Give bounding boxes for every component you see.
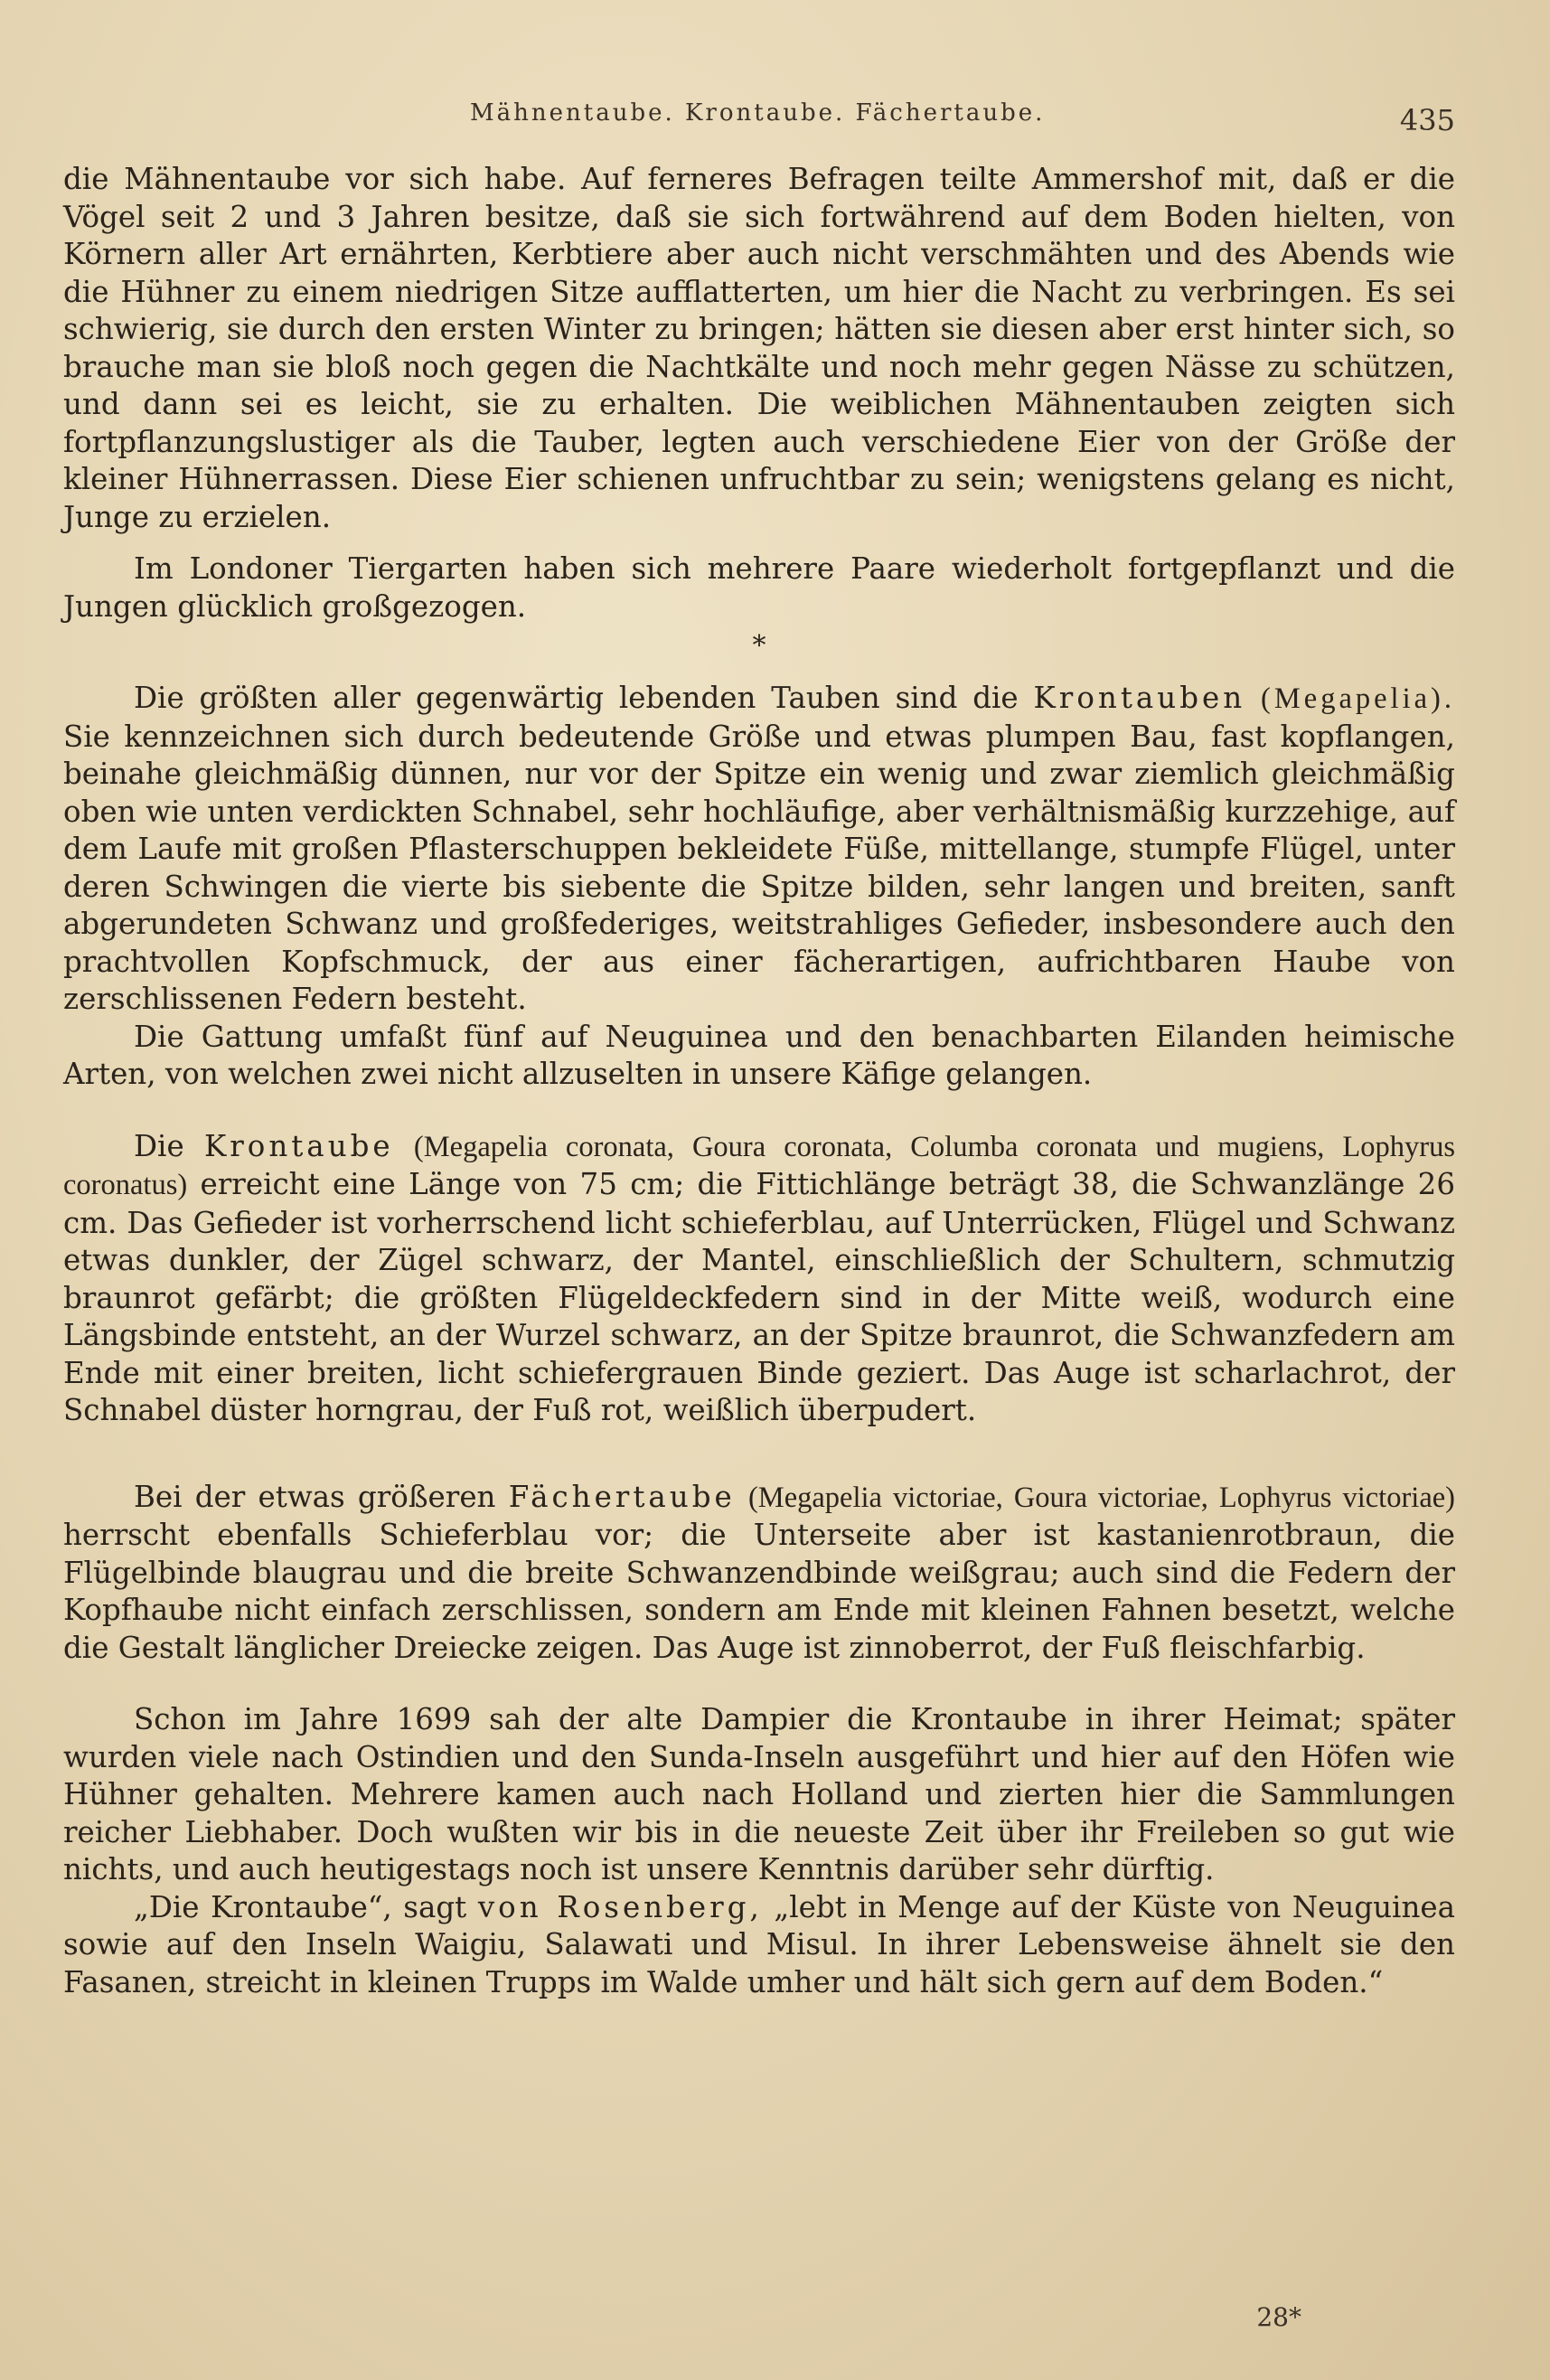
text-run: Die größten aller gegenwärtig lebenden Tauben sind die bbox=[134, 681, 1019, 715]
text-run: Sie kennzeichnen sich durch bedeutende Größe und etwas plumpen Bau, fast kopflangen, beinahe gleichmäßig dünnen, nur vor der Spitze ein wenig und zwar ziemlich gleichmäßig oben wie unten verdickten Schnabel, sehr hochläufige, aber verhältnismäßig kurzzehige, auf dem Laufe mit großen Pflasterschuppen bekleidete Füße, mittellange, stumpfe Flügel, unter deren Schwingen die vierte bis siebente die Spitze bilden, sehr langen und breiten, sanft abgerundeten Schwanz und großfederiges, weitstrahliges Gefieder, insbesondere auch den prachtvollen Kopfschmuck, der aus einer fächerartigen, aufrichtbaren Haube von zerschlissenen Federn besteht. bbox=[63, 719, 1455, 1016]
text-run: erreicht eine Länge von 75 cm; die Fittichlänge beträgt 38, die Schwanzlänge 26 cm. Das Gefieder ist vorherrschend licht schieferblau, auf Unterrücken, Flügel und Schwanz etwas dunkler, der Zügel schwarz, der Mantel, einschließlich der Schultern, schmutzig braunrot gefärbt; die größten Flügeldeckfedern sind in der Mitte weiß, wodurch eine Längsbinde entsteht, an der Wurzel schwarz, an der Spitze braunrot, die Schwanzfedern am Ende mit einer breiten, licht schiefergrauen Binde geziert. Das Auge ist scharlachrot, der Schnabel düster horngrau, der Fuß rot, weißlich überpudert. bbox=[63, 1167, 1456, 1427]
text-run: Die bbox=[134, 1128, 184, 1163]
latin-name: (Megapelia coronata, Goura coronata, Columba coronata und mugiens, Lophyrus coronatus) bbox=[63, 1130, 1455, 1201]
paragraph-krontauben-genus bbox=[63, 680, 1455, 1019]
section-separator: * bbox=[752, 630, 766, 662]
paragraph-rosenberg-quote bbox=[63, 1889, 1455, 2002]
latin-name: (Megapelia victoriae, Goura victoriae, Lophyrus victoriae) bbox=[747, 1481, 1455, 1514]
book-page bbox=[63, 81, 1455, 2332]
text-run: herrscht ebenfalls Schieferblau vor; die Unterseite aber ist kastanienrotbraun, die Flügelbinde blaugrau und die breite Schwanzendbinde weißgrau; auch sind die Federn der Kopfhaube nicht einfach zerschlissen, sondern am Ende mit kleinen Fahnen besetzt, welche die Gestalt länglicher Dreiecke zeigen. Das Auge ist zinnoberrot, der Fuß fleischfarbig. bbox=[63, 1518, 1455, 1665]
species-name: Krontauben bbox=[1033, 681, 1246, 715]
running-head bbox=[63, 99, 1455, 154]
paragraph-history: Schon im Jahre 1699 sah der alte Dampier die Krontaube in ihrer Heimat; später wurden viele nach Ostindien und den Sunda-Inseln ausgeführt und hier auf den Höfen wie Hühner gehalten. Mehrere kamen auch nach Holland und zierten hier die Sammlungen reicher Liebhaber. Doch wußten wir bis in die neueste Zeit über ihr Freileben so gut wie nichts, und auch heutigestags noch ist unsere Kenntnis darüber sehr dürftig. bbox=[63, 1702, 1455, 1886]
signature-mark: 28* bbox=[1256, 2302, 1301, 2332]
running-title: Mähnentaube. Krontaube. Fächertaube. bbox=[470, 99, 1046, 127]
body-text bbox=[63, 161, 1455, 2001]
paragraph-faechertaube bbox=[63, 1479, 1455, 1668]
paragraph-maehnentaube-end: die Mähnentaube vor sich habe. Auf ferneres Befragen teilte Ammershof mit, daß er die Vögel seit 2 und 3 Jahren besitze, daß sie sich fortwährend auf dem Boden hielten, von Körnern aller Art ernährten, Kerbtiere aber auch nicht verschmähten und des Abends wie die Hühner zu einem niedrigen Sitze aufflatterten, um hier die Nacht zu verbringen. Es sei schwierig, sie durch den ersten Winter zu bringen; hätten sie diesen aber erst hinter sich, so brauche man sie bloß noch gegen die Nachtkälte und noch mehr gegen Nässe zu schützen, und dann sei es leicht, sie zu erhalten. Die weiblichen Mähnentauben zeigten sich fortpflanzungslustiger als die Tauber, legten auch verschiedene Eier von der Größe der kleiner Hühnerrassen. Diese Eier schienen unfruchtbar zu sein; wenigstens gelang es nicht, Junge zu erzielen. bbox=[63, 162, 1455, 534]
paragraph-genus-species: Die Gattung umfaßt fünf auf Neuguinea und den benachbarten Eilanden heimische Arten, von welchen zwei nicht allzuselten in unsere Käfige gelangen. bbox=[63, 1019, 1455, 1091]
paragraph-krontaube bbox=[63, 1128, 1455, 1430]
text-run: „Die Krontaube“, sagt bbox=[134, 1889, 467, 1924]
paragraph-london-zoo: Im Londoner Tiergarten haben sich mehrere Paare wiederholt fortgepflanzt und die Jungen glücklich großgezogen. bbox=[63, 551, 1455, 624]
text-run: „lebt in Menge auf der Küste von Neuguinea sowie auf den Inseln Waigiu, Salawati und Misul. In ihrer Lebensweise ähnelt sie den Fasanen, streicht in kleinen Trupps im Walde umher und hält sich gern auf dem Boden.“ bbox=[63, 1889, 1455, 1999]
species-name: Krontaube bbox=[203, 1128, 394, 1163]
latin-name: (Megapelia). bbox=[1261, 682, 1455, 715]
page-number: 435 bbox=[1399, 103, 1455, 137]
species-name: Fächertaube bbox=[508, 1479, 736, 1514]
author-name: von Rosenberg, bbox=[477, 1889, 763, 1924]
text-run: Bei der etwas größeren bbox=[134, 1479, 496, 1514]
